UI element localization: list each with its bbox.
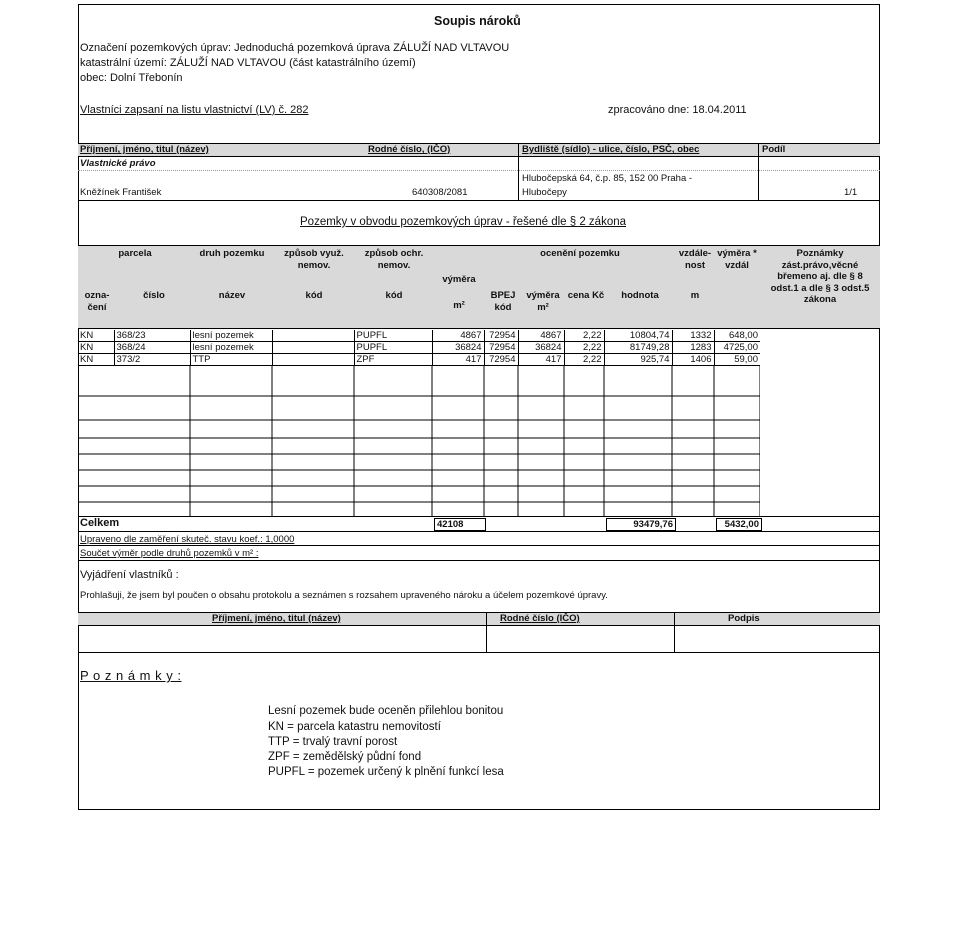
cell: lesní pozemek	[190, 342, 272, 354]
divider	[486, 612, 487, 652]
vyjadreni-label: Vyjádření vlastníků :	[80, 569, 179, 581]
cell: 1283	[672, 342, 714, 354]
cell: 417	[518, 354, 564, 366]
note-line: KN = parcela katastru nemovitostí	[268, 721, 441, 733]
cell	[272, 354, 354, 366]
owner-name-header: Příjmení, jméno, titul (název)	[80, 144, 209, 155]
cena-header: cena Kč	[567, 290, 605, 301]
bpej-header: BPEJ kód	[490, 290, 516, 313]
oznaceni-header: ozna- čení	[84, 290, 110, 313]
divider	[78, 531, 880, 532]
cell: 1406	[672, 354, 714, 366]
cell	[272, 330, 354, 342]
table-row	[78, 354, 760, 366]
m2-header: m²	[453, 300, 465, 311]
cell: KN	[78, 330, 114, 342]
divider	[78, 560, 880, 561]
hodnota-header: hodnota	[621, 290, 659, 301]
processed-date: zpracováno dne: 18.04.2011	[608, 104, 747, 116]
cell: 36824	[432, 342, 484, 354]
cell: lesní pozemek	[190, 330, 272, 342]
cell: 72954	[484, 330, 518, 342]
upraveno-text: Upraveno dle zaměření skuteč. stavu koef.: 1,0000	[80, 534, 295, 545]
owner-name: Kněžínek František	[80, 187, 162, 198]
parcel-table	[78, 330, 760, 366]
totals-vymera: 42108	[434, 518, 486, 531]
cell: 648,00	[714, 330, 760, 342]
m-header: m	[690, 290, 700, 301]
owner-share-header: Podíl	[762, 144, 786, 155]
divider	[78, 516, 880, 517]
notes-title: P o z n á m k y :	[80, 668, 182, 683]
municipality-line: obec: Dolní Třebonín	[80, 72, 183, 84]
cell: 2,22	[564, 354, 604, 366]
divider	[674, 612, 675, 652]
cell: 10804,74	[604, 330, 672, 342]
cell: KN	[78, 354, 114, 366]
owners-list-label: Vlastníci zapsaní na listu vlastnictví (LV) č. 282	[80, 104, 309, 116]
cadastral-line: katastrální území: ZÁLUŽÍ NAD VLTAVOU (část katastrálního území)	[80, 57, 416, 69]
soucet-text: Součet výměr podle druhů pozemků v m² :	[80, 548, 259, 559]
owner-address-header: Bydliště (sídlo) - ulice, číslo, PSČ, obec	[522, 144, 700, 155]
nazev-header: název	[218, 290, 246, 301]
vymera2-header: výměra m²	[526, 290, 560, 313]
divider	[78, 545, 880, 546]
sign-signature-header: Podpis	[728, 613, 760, 624]
kod-header: kód	[305, 290, 323, 301]
totals-vymera-vzdal: 5432,00	[716, 518, 762, 531]
cell: PUPFL	[354, 342, 432, 354]
totals-hodnota: 93479,76	[606, 518, 676, 531]
totals-label: Celkem	[80, 517, 120, 529]
cell: ZPF	[354, 354, 432, 366]
prohlaseni-text: Prohlašuji, že jsem byl poučen o obsahu protokolu a seznámen s rozsahem upraveného nároku a účelem pozemkové úpravy.	[80, 590, 608, 601]
cell: KN	[78, 342, 114, 354]
document-title: Soupis nároků	[434, 14, 521, 28]
zpusob-ochr-header: způsob ochr. nemov.	[364, 248, 424, 271]
cell: 36824	[518, 342, 564, 354]
cell: 72954	[484, 342, 518, 354]
cell: 72954	[484, 354, 518, 366]
note-line: TTP = trvalý travní porost	[268, 736, 398, 748]
cislo-header: číslo	[143, 290, 165, 301]
sign-header-bar	[78, 612, 880, 626]
cell: TTP	[190, 354, 272, 366]
owner-id-header: Rodné číslo, (IČO)	[368, 144, 451, 155]
cell: 1332	[672, 330, 714, 342]
cell: 368/23	[114, 330, 190, 342]
vzdalenost-header: vzdále- nost	[678, 248, 712, 271]
cell: 4867	[432, 330, 484, 342]
note-line: PUPFL = pozemek určený k plnění funkcí lesa	[268, 766, 504, 778]
parcela-header: parcela	[118, 248, 152, 259]
vymera-vzdal-header: výměra * vzdál	[717, 248, 757, 271]
divider	[78, 170, 880, 171]
cell: 925,74	[604, 354, 672, 366]
cell: 417	[432, 354, 484, 366]
cell: 4725,00	[714, 342, 760, 354]
owner-share: 1/1	[844, 187, 858, 198]
parcels-title: Pozemky v obvodu pozemkových úprav - řešené dle § 2 zákona	[300, 216, 627, 228]
divider	[78, 200, 880, 201]
cell: PUPFL	[354, 330, 432, 342]
cell: 59,00	[714, 354, 760, 366]
cell: 2,22	[564, 342, 604, 354]
table-row	[78, 342, 760, 354]
cell: 373/2	[114, 354, 190, 366]
druh-header: druh pozemku	[199, 248, 265, 259]
cell	[272, 342, 354, 354]
cell: 2,22	[564, 330, 604, 342]
sign-id-header: Rodné číslo (IČO)	[500, 613, 580, 624]
project-line: Označení pozemkových úprav: Jednoduchá pozemková úprava ZÁLUŽÍ NAD VLTAVOU	[80, 42, 510, 54]
zpusob-vyuz-header: způsob využ. nemov.	[284, 248, 344, 271]
owner-id: 640308/2081	[412, 187, 468, 198]
empty-grid	[78, 366, 760, 516]
divider	[758, 143, 759, 201]
table-row	[78, 330, 760, 342]
divider	[78, 652, 880, 653]
note-line: Lesní pozemek bude oceněn přilehlou bonitou	[268, 705, 504, 717]
ownership-type: Vlastnické právo	[80, 158, 156, 169]
cell: 368/24	[114, 342, 190, 354]
oceneni-header: ocenění pozemku	[540, 248, 620, 259]
note-line: ZPF = zemědělský půdní fond	[268, 751, 422, 763]
cell: 81749,28	[604, 342, 672, 354]
poznamky-header: Poznámky zást.právo,věcné břemeno aj. dle § 8 odst.1 a dle § 3 odst.5 zákona	[770, 248, 870, 305]
kod-header: kód	[385, 290, 403, 301]
owner-address-line-2: Hlubočepy	[522, 187, 567, 198]
vymera-header: výměra	[442, 274, 476, 285]
cell: 4867	[518, 330, 564, 342]
divider	[518, 143, 519, 201]
owner-address-line-1: Hlubočepská 64, č.p. 85, 152 00 Praha -	[522, 173, 693, 184]
sign-name-header: Příjmení, jméno, titul (název)	[212, 613, 341, 624]
